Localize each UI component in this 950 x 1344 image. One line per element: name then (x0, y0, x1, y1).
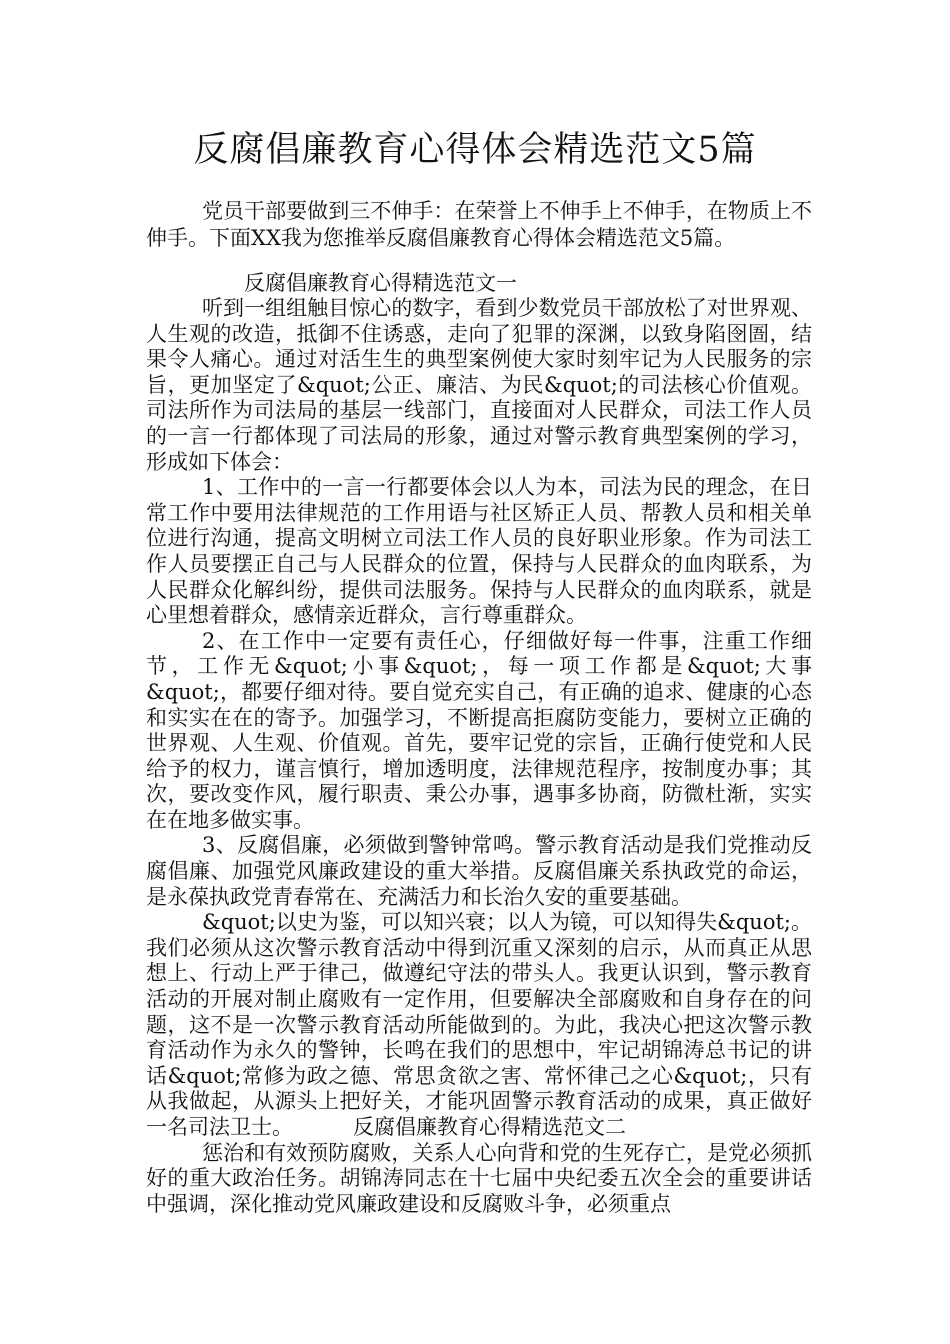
section-heading-2: 反腐倡廉教育心得精选范文二 (353, 1115, 626, 1139)
body-paragraph-5 (146, 910, 812, 1140)
body-paragraph-4: 3、反腐倡廉，必须做到警钟常鸣。警示教育活动是我们党推动反腐倡廉、加强党风廉政建设的重大举措。反腐倡廉关系执政党的命运，是永葆执政党青春常在、充满活力和长治久安的重要基础。 (146, 833, 812, 909)
body-paragraph-2: 1、工作中的一言一行都要体会以人为本，司法为民的理念，在日常工作中要用法律规范的工作用语与社区矫正人员、帮教人员和相关单位进行沟通，提高文明树立司法工作人员的良好职业形象。作为司法工作人员要摆正自己与人民群众的位置，保持与人民群众的血肉联系，为人民群众化解纠纷，提供司法服务。保持与人民群众的血肉联系，就是心里想着群众，感情亲近群众，言行尊重群众。 (146, 475, 812, 628)
body-paragraph-3: 2、在工作中一定要有责任心，仔细做好每一件事，注重工作细节，工作无&quot;小事&quot;，每一项工作都是&quot;大事&quot;，都要仔细对待。要自觉充实自己，有正确的追求、健康的心态和实实在在的寄予。加强学习，不断提高拒腐防变能力，要树立正确的世界观、人生观、价值观。首先，要牢记党的宗旨，正确行使党和人民给予的权力，谨言慎行，增加透明度，法律规范程序，按制度办事；其次，要改变作风，履行职责、秉公办事，遇事多协商，防微杜渐，实实在在地多做实事。 (146, 628, 812, 832)
body-paragraph-5-text: &quot;以史为鉴，可以知兴衰；以人为镜，可以知得失&quot;。我们必须从这次警示教育活动中得到沉重又深刻的启示，从而真正从思想上、行动上严于律己，做遵纪守法的带头人。我更认识到，警示教育活动的开展对制止腐败有一定作用，但要解决全部腐败和自身存在的问题，这不是一次警示教育活动所能做到的。为此，我决心把这次警示教育活动作为永久的警钟，长鸣在我们的思想中，牢记胡锦涛总书记的讲话&quot;常修为政之德、常思贪欲之害、常怀律己之心&quot;，只有从我做起，从源头上把好关，才能巩固警示教育活动的成果，真正做好一名司法卫士。 (146, 910, 812, 1139)
document-title: 反腐倡廉教育心得体会精选范文5篇 (193, 130, 757, 170)
intro-paragraph: 党员干部要做到三不伸手：在荣誉上不伸手上不伸手，在物质上不伸手。下面XX我为您推举反腐倡廉教育心得体会精选范文5篇。 (146, 199, 812, 250)
body-paragraph-6: 惩治和有效预防腐败，关系人心向背和党的生死存亡，是党必须抓好的重大政治任务。胡锦涛同志在十七届中央纪委五次全会的重要讲话中强调，深化推动党风廉政建设和反腐败斗争，必须重点 (146, 1140, 812, 1216)
document-body (146, 296, 812, 1217)
section-heading-1: 反腐倡廉教育心得精选范文一 (244, 271, 517, 295)
body-paragraph-1: 听到一组组触目惊心的数字，看到少数党员干部放松了对世界观、人生观的改造，抵御不住诱惑，走向了犯罪的深渊，以致身陷囹圄，结果令人痛心。通过对活生生的典型案例使大家时刻牢记为人民服务的宗旨，更加坚定了&quot;公正、廉洁、为民&quot;的司法核心价值观。司法所作为司法局的基层一线部门，直接面对人民群众，司法工作人员的一言一行都体现了司法局的形象，通过对警示教育典型案例的学习，形成如下体会： (146, 296, 812, 474)
